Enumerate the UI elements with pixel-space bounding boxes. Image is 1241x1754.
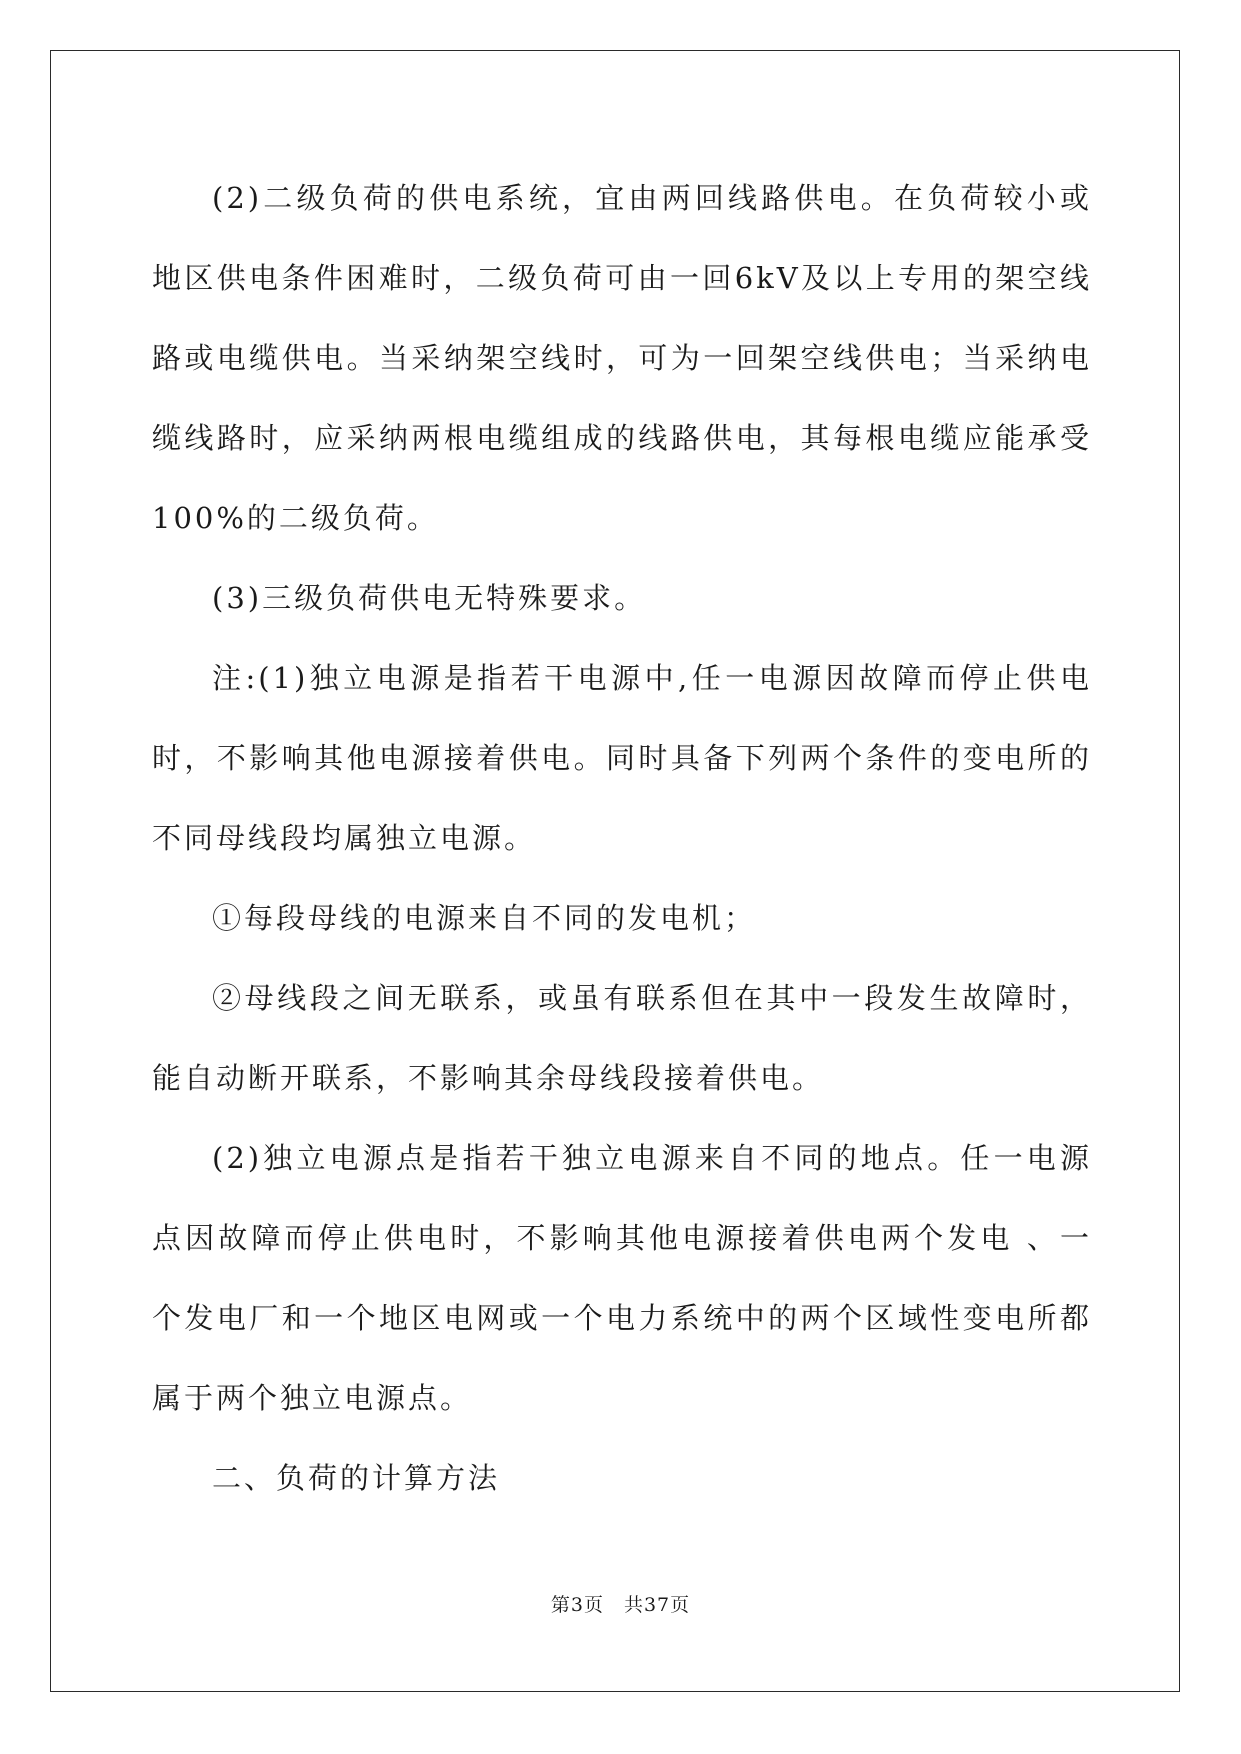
page-footer [0,1590,1241,1617]
page-number-label: 第3页 共37页 [550,1594,691,1616]
paragraph-secondary-load: (2)二级负荷的供电系统，宜由两回线路供电。在负荷较小或地区供电条件困难时，二级负荷可由一回6kV及以上专用的架空线路或电缆供电。当采纳架空线时，可为一回架空线供电；当采纳电缆线路时，应采纳两根电缆组成的线路供电，其每根电缆应能承受100%的二级负荷。 [152,181,1092,535]
section-heading-load-calculation: 二、负荷的计算方法 [212,1461,501,1495]
paragraph-independent-source-point: (2)独立电源点是指若干独立电源来自不同的地点。任一电源点因故障而停止供电时，不影响其他电源接着供电两个发电 、一个发电厂和一个地区电网或一个电力系统中的两个区域性变电所都属于两个独立电源点。 [152,1141,1092,1415]
paragraph-note-independent-source: 注:(1)独立电源是指若干电源中,任一电源因故障而停止供电时，不影响其他电源接着供电。同时具备下列两个条件的变电所的不同母线段均属独立电源。 [152,661,1092,855]
document-body [152,158,1092,1518]
paragraph-tertiary-load: (3)三级负荷供电无特殊要求。 [212,581,647,615]
paragraph-condition-1: ①每段母线的电源来自不同的发电机； [212,901,757,935]
paragraph-condition-2: ②母线段之间无联系，或虽有联系但在其中一段发生故障时，能自动断开联系，不影响其余母线段接着供电。 [152,981,1092,1095]
